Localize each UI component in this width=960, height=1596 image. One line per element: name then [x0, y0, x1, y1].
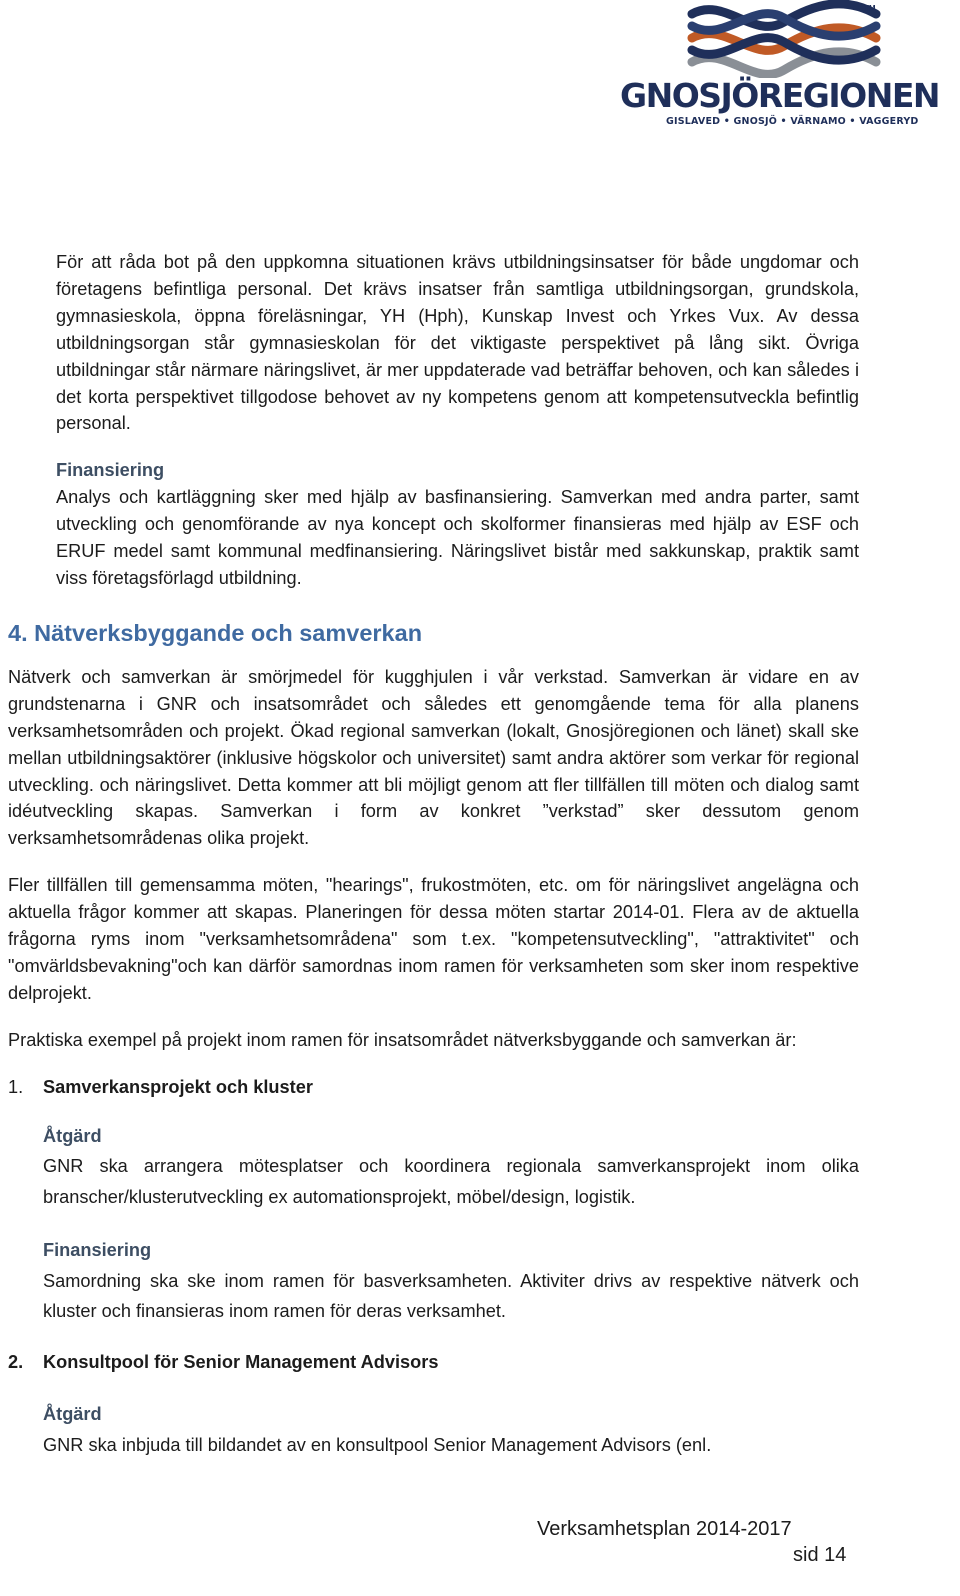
list-item-2-title: [0, 1349, 960, 1376]
section-4-paragraph-3: Praktiska exempel på projekt inom ramen för insatsområdet nätverksbyggande och samverkan är:: [8, 1029, 797, 1050]
section-4-heading: 4. Nätverksbyggande och samverkan: [8, 619, 423, 646]
list-item-label: Samverkansprojekt och kluster: [43, 1076, 313, 1097]
item-1-action-text: GNR ska arrangera mötesplatser och koordinera regionala samverkansprojekt inom olika branscher/klusterutveckling ex automationsprojekt, möbel/design, logistik.: [43, 1156, 859, 1207]
list-item-number: 1.: [8, 1076, 24, 1097]
item-1-financing-text: Samordning ska ske inom ramen för basverksamheten. Aktiviter drivs av respektive nätverk och kluster och finansieras inom ramen för deras verksamhet.: [43, 1270, 859, 1322]
list-item-1-title: [0, 1074, 960, 1101]
logo-municipalities: GISLAVED • GNOSJÖ • VÄRNAMO • VAGGERYD: [666, 116, 919, 127]
item-2-action-text: GNR ska inbjuda till bildandet av en konsultpool Senior Management Advisors (enl.: [43, 1434, 712, 1455]
item-1-action-heading: Åtgärd: [43, 1125, 102, 1146]
footer-title: Verksamhetsplan 2014-2017: [537, 1518, 792, 1540]
item-2-action-heading: Åtgärd: [43, 1404, 102, 1425]
knot-emblem-icon: [684, 0, 884, 78]
document-body: [0, 249, 960, 1460]
item-1-financing-heading: Finansiering: [43, 1240, 152, 1261]
financing-paragraph: Analys och kartläggning sker med hjälp av basfinansiering. Samverkan med andra parter, samt utveckling och genomförande av nya koncept och skolformer finansieras med hjälp av ESF och ERUF medel samt kommunal medfinansiering. Näringslivet bistår med sakkunskap, praktik samt viss företagsförlagd utbildning.: [56, 487, 859, 588]
logo-name: GNOSJÖREGIONEN: [620, 76, 940, 115]
trademark: TM: [864, 4, 876, 13]
section-4-paragraph-1: Nätverk och samverkan är smörjmedel för kugghjulen i vår verkstad. Samverkan är vidare en av grundstenarna i GNR och insatsområdet och således ett genomgående tema för alla planens verksamhetsområden och projekt. Ökad regional samverkan (lokalt, Gnosjöregionen och länet) skall ske mellan utbildningsaktörer (inklusive högskolor och universitet) samt andra aktörer som verkar för regional utveckling. och näringslivet. Detta kommer att bli möjligt genom att fler tillfällen till möten och dialog samt idéutveckling skapas. Samverkan i form av konkret ”verkstad” sker dessutom genom verksamhetsområdenas olika projekt.: [8, 666, 859, 849]
list-item-number: 2.: [8, 1351, 24, 1372]
gnosjoregionen-logo: [618, 0, 940, 130]
page-number: sid 14: [793, 1544, 847, 1566]
section-4-paragraph-2: Fler tillfällen till gemensamma möten, "hearings", frukostmöten, etc. om för näringslivet angelägna och aktuella frågor kommer att skapas. Planeringen för dessa möten startar 2014-01. Flera av de aktuella frågorna ryms inom "verksamhetsområdena" som t.ex. "kompetensutveckling", "attraktivitet" och "omvärldsbevakning"och kan därför samordnas inom ramen för verksamheten som sker inom respektive delprojekt.: [8, 875, 859, 1003]
intro-paragraph: För att råda bot på den uppkomna situationen krävs utbildningsinsatser för både ungdomar och företagens befintliga personal. Det krävs insatser från samtliga utbildningsorgan, grundskola, gymnasieskola, öppna föreläsningar, YH (Hph), Kunskap Invest och Yrkes Vux. Av dessa utbildningsorgan står gymnasieskolan för det viktigaste perspektivet på lång sikt. Övriga utbildningar står närmare näringslivet, är mer uppdaterade vad beträffar behoven, och kan således i det korta perspektivet tillgodose behovet av ny kompetens genom att kompetensutveckla befintlig personal.: [56, 252, 859, 434]
list-item-label: Konsultpool för Senior Management Advisors: [43, 1351, 439, 1372]
financing-heading: Finansiering: [56, 460, 165, 481]
